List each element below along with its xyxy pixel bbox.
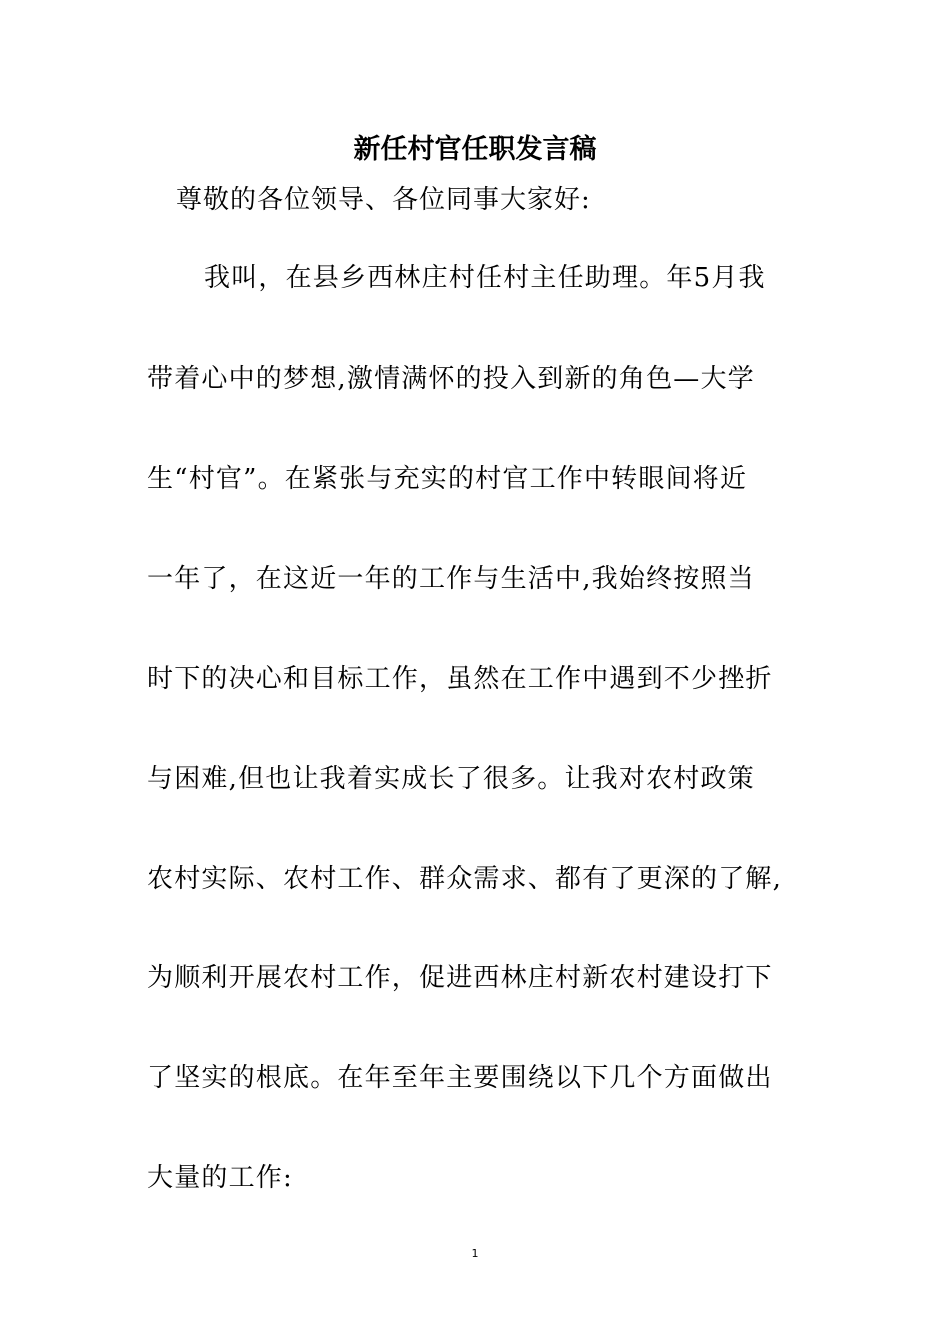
- document-title: 新任村官任职发言稿: [353, 134, 597, 165]
- paragraph-line: 大量的工作:: [147, 1163, 293, 1193]
- paragraph-line: 一年了，在这近一年的工作与生活中,我始终按照当: [147, 564, 755, 594]
- paragraph-line: 我叫，在县乡西林庄村任村主任助理。年5月我: [204, 263, 766, 293]
- paragraph-line: 带着心中的梦想,激情满怀的投入到新的角色—大学: [147, 364, 755, 394]
- paragraph-line: 了坚实的根底。在年至年主要围绕以下几个方面做出: [147, 1063, 773, 1093]
- greeting-line: 尊敬的各位领导、各位同事大家好:: [176, 185, 591, 215]
- paragraph-line: 与困难,但也让我着实成长了很多。让我对农村政策: [147, 764, 755, 794]
- page-number: 1: [471, 1247, 479, 1260]
- paragraph-line: 农村实际、农村工作、群众需求、都有了更深的了解,: [147, 864, 783, 894]
- paragraph-line: 生“村官”。在紧张与充实的村官工作中转眼间将近: [147, 464, 748, 494]
- paragraph-line: 时下的决心和目标工作，虽然在工作中遇到不少挫折: [147, 664, 773, 694]
- paragraph-line: 为顺利开展农村工作，促进西林庄村新农村建设打下: [147, 963, 773, 993]
